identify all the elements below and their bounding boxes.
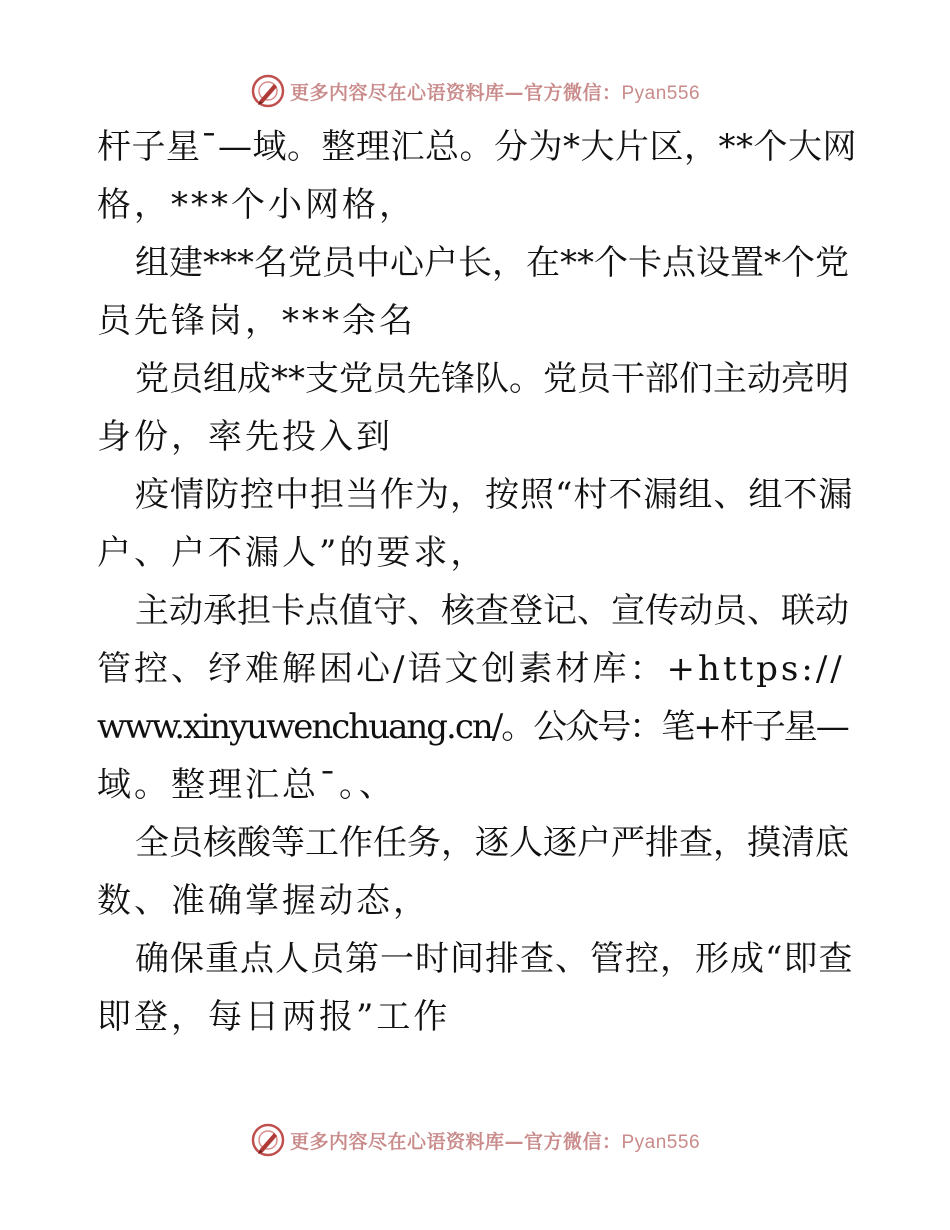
text-line: 格，***个小网格， — [97, 185, 416, 225]
text-line: 管控、纾难解困心/语文创素材库：+https:// — [97, 649, 845, 689]
header-watermark-banner — [0, 73, 950, 109]
document-body — [97, 118, 857, 1046]
paragraph — [97, 118, 857, 234]
footer-watermark-banner — [0, 1122, 950, 1158]
paragraph — [97, 234, 857, 350]
header-banner-text: 更多内容尽在心语资料库—官方微信：Pyan556 — [289, 81, 701, 104]
text-line: 身份，率先投入到 — [97, 417, 393, 457]
footer-banner-brand: Pyan556 — [621, 1131, 701, 1153]
header-banner-brand: Pyan556 — [621, 82, 701, 104]
text-line: 党员组成**支党员先锋队。党员干部们主动亮明 — [135, 359, 849, 399]
pen-logo-icon — [250, 1122, 286, 1158]
text-line: 主动承担卡点值守、核查登记、宣传动员、联动 — [135, 591, 849, 631]
paragraph — [97, 466, 857, 582]
text-line: 员先锋岗，***余名 — [97, 301, 416, 341]
paragraph — [97, 582, 857, 814]
text-line: www.xinyuwenchuang.cn/。公众号：笔+杆子星— — [97, 707, 848, 747]
text-line: 疫情防控中担当作为，按照“村不漏组、组不漏 — [135, 475, 854, 515]
text-line: 域。整理汇总¯。、 — [97, 765, 396, 805]
text-line: 户、户不漏人”的要求， — [97, 533, 488, 573]
text-line: 杆子星¯—域。整理汇总。分为*大片区，**个大网 — [97, 127, 857, 167]
text-line: 数、准确掌握动态， — [97, 881, 430, 921]
paragraph — [97, 814, 857, 930]
text-line: 确保重点人员第一时间排查、管控，形成“即查 — [135, 939, 854, 979]
text-line: 即登，每日两报”工作 — [97, 997, 451, 1037]
pen-logo-icon — [250, 73, 286, 109]
text-line: 组建***名党员中心户长，在**个卡点设置*个党 — [135, 243, 849, 283]
paragraph — [97, 930, 857, 1046]
text-line: 全员核酸等工作任务，逐人逐户严排查，摸清底 — [135, 823, 849, 863]
paragraph — [97, 350, 857, 466]
footer-banner-text: 更多内容尽在心语资料库—官方微信：Pyan556 — [289, 1130, 701, 1153]
